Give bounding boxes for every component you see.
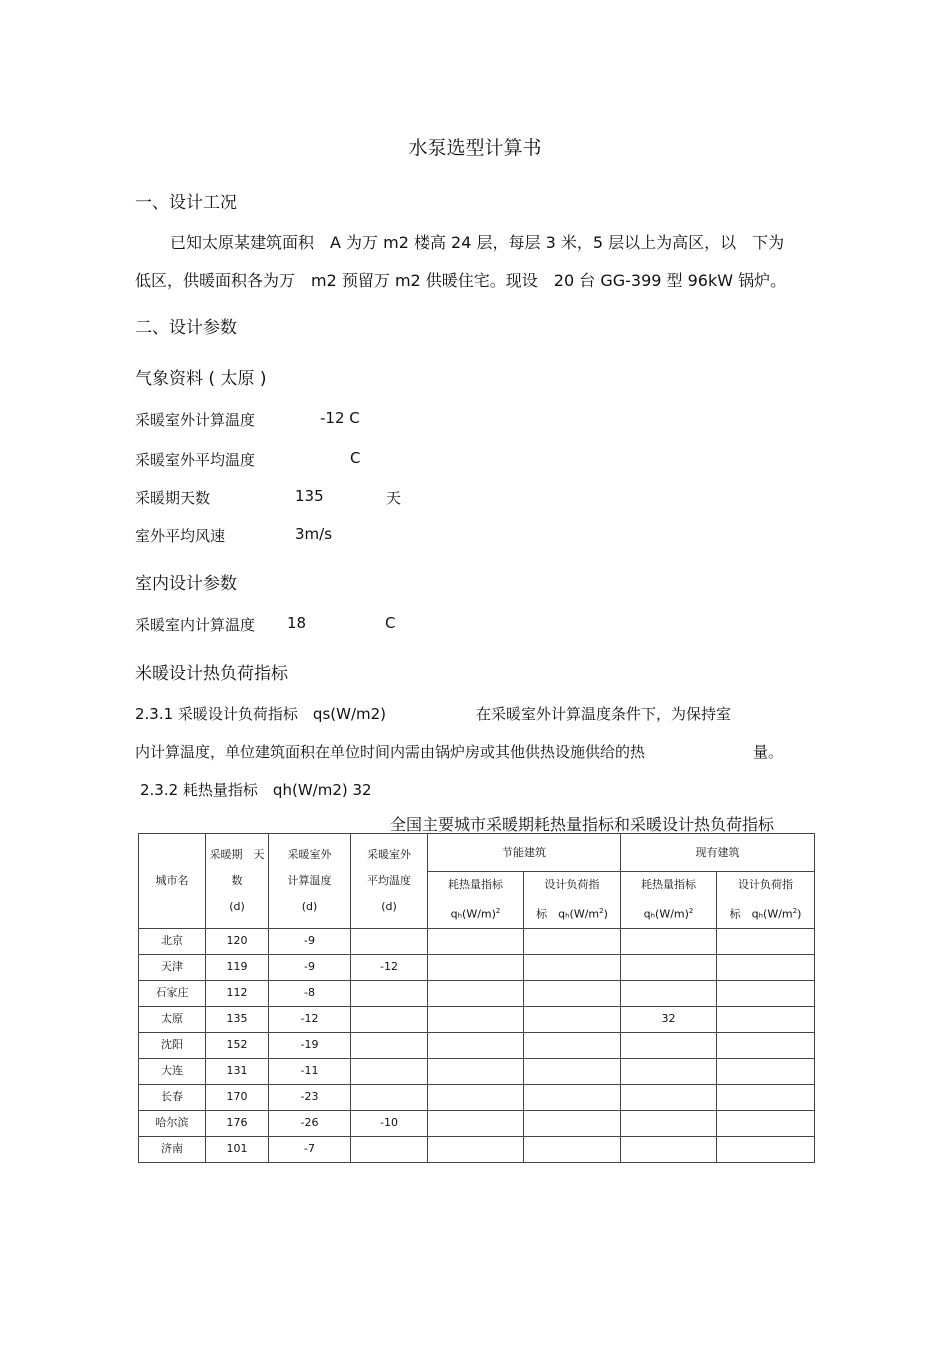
cell-x-qh (621, 1058, 717, 1084)
cell-city: 北京 (139, 928, 206, 954)
table-caption: 全国主要城市采暖期耗热量指标和采暖设计热负荷指标 (390, 815, 775, 834)
load-heading: 米暖设计热负荷指标 (135, 664, 288, 684)
cell-x-qs (717, 980, 815, 1006)
cell-x-qs (717, 1084, 815, 1110)
param-label: 采暖室外计算温度 (135, 411, 256, 429)
cell-calc: -8 (269, 980, 351, 1006)
cell-e-qh (428, 928, 524, 954)
cell-avg (351, 1058, 428, 1084)
cell-days: 101 (206, 1136, 269, 1162)
header-energy-qs: 设计负荷指 标 $q_h(W/m^2)$ (524, 872, 621, 929)
table-row (139, 1006, 815, 1032)
cell-e-qh (428, 1136, 524, 1162)
header-days: 采暖期 天 数 (d) (206, 834, 269, 929)
param-label: 采暖室外平均温度 (135, 451, 256, 469)
item-2-3-1-desc-end: 量。 (753, 743, 784, 761)
param-unit: 天 (386, 489, 402, 507)
section1-line2: 低区，供暖面积各为万 m2 预留万 m2 供暖住宅。现设 20 台 GG-399 型 96kW 锅炉。 (135, 271, 787, 290)
weather-heading: 气象资料 ( 太原 ) (135, 369, 267, 389)
param-value: -12 C (320, 409, 360, 427)
cell-calc: -7 (269, 1136, 351, 1162)
cell-days: 135 (206, 1006, 269, 1032)
param-value: 3m/s (295, 525, 333, 543)
cell-city: 济南 (139, 1136, 206, 1162)
cell-city: 哈尔滨 (139, 1110, 206, 1136)
header-existing-qh: 耗热量指标 $q_h(W/m)^2$ (621, 872, 717, 929)
table-row (139, 928, 815, 954)
cell-days: 120 (206, 928, 269, 954)
cell-days: 131 (206, 1058, 269, 1084)
cell-city: 天津 (139, 954, 206, 980)
cell-avg (351, 1032, 428, 1058)
indoor-unit: C (385, 614, 396, 632)
item-2-3-1-desc: 在采暖室外计算温度条件下，为保持室 (476, 705, 732, 723)
cell-e-qh (428, 954, 524, 980)
cell-city: 大连 (139, 1058, 206, 1084)
param-value: C (350, 449, 361, 467)
cell-days: 119 (206, 954, 269, 980)
header-avg-temp: 采暖室外 平均温度 (d) (351, 834, 428, 929)
table-row (139, 1032, 815, 1058)
header-calc-temp: 采暖室外 计算温度 (d) (269, 834, 351, 929)
cell-x-qh (621, 1084, 717, 1110)
cell-x-qh: 32 (621, 1006, 717, 1032)
cell-e-qh (428, 1006, 524, 1032)
header-city: 城市名 (139, 834, 206, 929)
header-energy-saving: 节能建筑 (428, 834, 621, 872)
section2-heading: 二、设计参数 (135, 318, 237, 338)
cell-e-qh (428, 1110, 524, 1136)
cell-city: 太原 (139, 1006, 206, 1032)
cell-city: 沈阳 (139, 1032, 206, 1058)
cell-avg (351, 1136, 428, 1162)
cell-city: 长春 (139, 1084, 206, 1110)
indoor-heading: 室内设计参数 (135, 574, 237, 594)
cell-calc: -26 (269, 1110, 351, 1136)
indoor-value: 18 (287, 614, 307, 632)
cell-avg (351, 928, 428, 954)
cell-calc: -19 (269, 1032, 351, 1058)
item-2-3-2: 2.3.2 耗热量指标 qh(W/m2) 32 (140, 781, 372, 799)
section1-line1: 已知太原某建筑面积 A 为万 m2 楼高 24 层，每层 3 米，5 层以上为高区，以 下为 (170, 233, 785, 252)
cell-x-qs (717, 1032, 815, 1058)
cell-e-qs (524, 1084, 621, 1110)
param-label: 室外平均风速 (135, 527, 226, 545)
cell-e-qs (524, 1032, 621, 1058)
cell-calc: -23 (269, 1084, 351, 1110)
cell-e-qh (428, 1084, 524, 1110)
table-row (139, 954, 815, 980)
cell-e-qh (428, 1058, 524, 1084)
header-existing-qs: 设计负荷指 标 $q_h(W/m^2)$ (717, 872, 815, 929)
header-energy-qh: 耗热量指标 $q_h(W/m)^2$ (428, 872, 524, 929)
cell-x-qs (717, 1110, 815, 1136)
item-2-3-1: 2.3.1 采暖设计负荷指标 qs(W/m2) (135, 705, 387, 723)
cell-calc: -12 (269, 1006, 351, 1032)
cell-e-qh (428, 1032, 524, 1058)
cell-x-qh (621, 980, 717, 1006)
document-title: 水泵选型计算书 (408, 137, 542, 159)
cell-x-qh (621, 1110, 717, 1136)
cell-days: 112 (206, 980, 269, 1006)
cell-e-qs (524, 980, 621, 1006)
cell-x-qh (621, 1136, 717, 1162)
cell-avg: -12 (351, 954, 428, 980)
cell-e-qs (524, 1006, 621, 1032)
cell-avg (351, 1006, 428, 1032)
cell-calc: -9 (269, 928, 351, 954)
cell-x-qs (717, 928, 815, 954)
cell-x-qh (621, 928, 717, 954)
table-row (139, 1110, 815, 1136)
cell-e-qs (524, 954, 621, 980)
param-label: 采暖期天数 (135, 489, 211, 507)
table-row (139, 1084, 815, 1110)
cell-e-qh (428, 980, 524, 1006)
cell-x-qs (717, 954, 815, 980)
table-row (139, 1136, 815, 1162)
cell-calc: -11 (269, 1058, 351, 1084)
heating-index-table (138, 833, 815, 1163)
cell-avg (351, 1084, 428, 1110)
cell-e-qs (524, 1110, 621, 1136)
cell-x-qh (621, 1032, 717, 1058)
cell-avg: -10 (351, 1110, 428, 1136)
cell-e-qs (524, 928, 621, 954)
cell-city: 石家庄 (139, 980, 206, 1006)
cell-x-qs (717, 1136, 815, 1162)
param-value: 135 (295, 487, 324, 505)
cell-x-qh (621, 954, 717, 980)
cell-calc: -9 (269, 954, 351, 980)
cell-days: 170 (206, 1084, 269, 1110)
header-existing: 现有建筑 (621, 834, 815, 872)
table-row (139, 1058, 815, 1084)
cell-x-qs (717, 1006, 815, 1032)
cell-avg (351, 980, 428, 1006)
indoor-label: 采暖室内计算温度 (135, 616, 256, 634)
table-row (139, 980, 815, 1006)
cell-days: 152 (206, 1032, 269, 1058)
item-2-3-1-desc-cont: 内计算温度，单位建筑面积在单位时间内需由锅炉房或其他供热设施供给的热 (135, 743, 646, 761)
cell-days: 176 (206, 1110, 269, 1136)
section1-heading: 一、设计工况 (135, 193, 237, 213)
cell-e-qs (524, 1136, 621, 1162)
cell-x-qs (717, 1058, 815, 1084)
cell-e-qs (524, 1058, 621, 1084)
